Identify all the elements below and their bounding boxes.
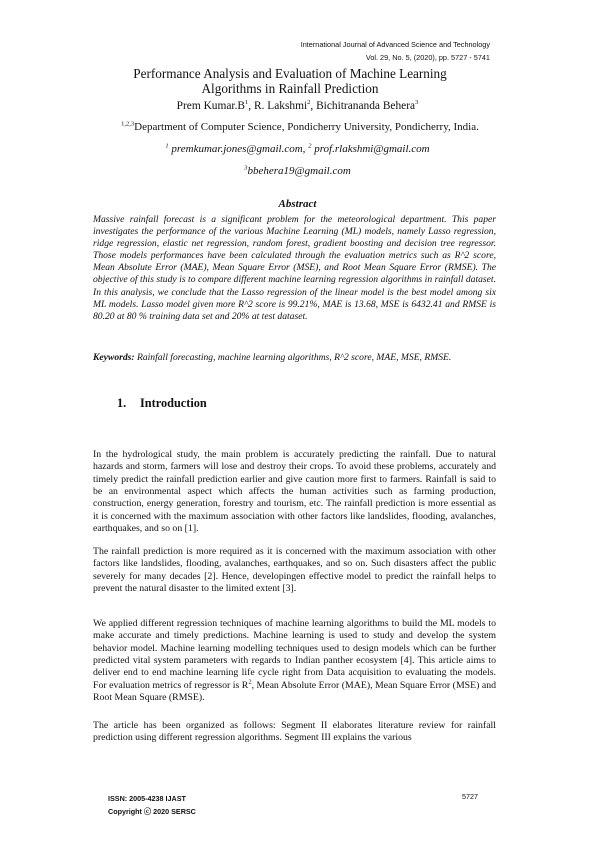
body-paragraph-1: In the hydrological study, the main problem is accurately predicting the rainfall. Due to natural hazards and storm, farmers will lose and destroy their crops. To avoid these problems, accurately and timely predict the rainfall prediction earlier and give caution more first to farmers. Rainfall is said to be an environmental aspect which affects the human activities such as farming production, construction, energy generation, forestry and tourism, etc. The rainfall prediction is more essential as it is concerned with the maximum association with other factors like landslides, flooding, avalanches, earthquakes, and so on [1]. bbox=[93, 449, 496, 535]
paragraph-3-text-b: , Mean Absolute Error (MAE), Mean Square Error (MSE) and Root Mean Square (RMSE). bbox=[93, 679, 496, 704]
title-line-1: Performance Analysis and Evaluation of Machine Learning bbox=[133, 66, 447, 81]
email-1[interactable]: premkumar.jones@gmail.com, bbox=[168, 143, 309, 155]
author-separator: , bbox=[310, 100, 317, 112]
affiliation-text: Department of Computer Science, Pondicherry University, Pondicherry, India. bbox=[134, 121, 479, 133]
body-paragraph-2: The rainfall prediction is more required as it is concerned with the maximum association with other factors like landslides, flooding, avalanches, earthquakes, and so on. Such disasters affect the public severely for many decades [2]. Hence, developingen effective model to predict the rainfall helps to prevent the natural disaster to the limited extent [3]. bbox=[93, 546, 496, 595]
author-1: Prem Kumar.B bbox=[176, 100, 246, 112]
author-2-sup: 2 bbox=[307, 99, 311, 107]
author-1-sup: 1 bbox=[245, 99, 249, 107]
paragraph-3-text-a: We applied different regression techniques of machine learning algorithms to build the ML models to make accurate and timely predictions. Machine learning is used to study and develop the system behavior model. Machine learning modelling techniques used to design models which can be further predicted vital system parameters with regards to Indian panther ecosystem [4]. This article aims to deliver end to end machine learning life cycle right from Data acquisition to evaluating the models. For evaluation metrics of regressor is R bbox=[93, 618, 496, 691]
email-2[interactable]: prof.rlakshmi@gmail.com bbox=[311, 143, 430, 155]
abstract-text: Massive rainfall forecast is a significant problem for the meteorological department. This paper investigates the performance of the various Machine Learning (ML) models, namely Lasso regression, ridge regression, elastic net regression, random forest, gradient boosting and decision tree regressor. Those models performances have been calculated through the evaluation metrics such as R^2 score, Mean Absolute Error (MAE), Mean Square Error (MSE), and Root Mean Square Error (RMSE). The objective of this study is to compare different machine learning regression algorithms in rainfall dataset. In this analysis, we conclude that the Lasso regression of the linear model is the best model among six ML models. Lasso model given more R^2 score is 99.21%, MAE is 13.68, MSE is 6432.41 and RMSE is 80.20 at 80 % training data set and 20% at test dataset. bbox=[93, 214, 496, 322]
abstract-heading: Abstract bbox=[278, 198, 317, 210]
page-number: 5727 bbox=[462, 792, 478, 801]
journal-name: International Journal of Advanced Science and Technology bbox=[300, 40, 490, 49]
paper-title bbox=[90, 66, 490, 96]
affiliation-sup: 1,2,3 bbox=[121, 120, 135, 128]
email-1-sup: 1 bbox=[165, 142, 169, 150]
journal-header bbox=[301, 38, 490, 64]
author-3-sup: 3 bbox=[415, 99, 419, 107]
keywords-label: Keywords: bbox=[93, 352, 135, 363]
body-paragraph-4: The article has been organized as follows: Segment II elaborates literature review for rainfall prediction using different regression algorithms. Segment III explains the various bbox=[93, 720, 496, 744]
section-number: 1. bbox=[117, 396, 127, 410]
email-2-sup: 2 bbox=[308, 142, 312, 150]
keywords-text: Rainfall forecasting, machine learning algorithms, R^2 score, MAE, MSE, RMSE. bbox=[134, 352, 452, 363]
page-footer bbox=[108, 792, 196, 818]
r-squared-sup: 2 bbox=[248, 678, 252, 686]
author-separator: , bbox=[248, 100, 254, 112]
email-line bbox=[80, 143, 515, 155]
issn: ISSN: 2005-4238 IJAST bbox=[108, 794, 186, 803]
section-heading bbox=[117, 396, 207, 411]
author-2: R. Lakshmi bbox=[253, 100, 308, 112]
author-3: Bichitrananda Behera bbox=[316, 100, 416, 112]
copyright: Copyright ⓒ 2020 SERSC bbox=[108, 807, 196, 816]
email-3-sup: 3 bbox=[244, 164, 248, 172]
body-paragraph-3 bbox=[93, 618, 496, 704]
email-3[interactable]: bbehera19@gmail.com bbox=[247, 165, 351, 177]
title-line-2: Algorithms in Rainfall Prediction bbox=[201, 81, 379, 96]
journal-volume: Vol. 29, No. 5, (2020), pp. 5727 - 5741 bbox=[365, 53, 490, 62]
section-title: Introduction bbox=[140, 396, 207, 410]
keywords bbox=[93, 352, 496, 364]
email-line-2 bbox=[80, 165, 515, 177]
affiliation bbox=[80, 121, 520, 133]
author-list bbox=[90, 100, 505, 112]
